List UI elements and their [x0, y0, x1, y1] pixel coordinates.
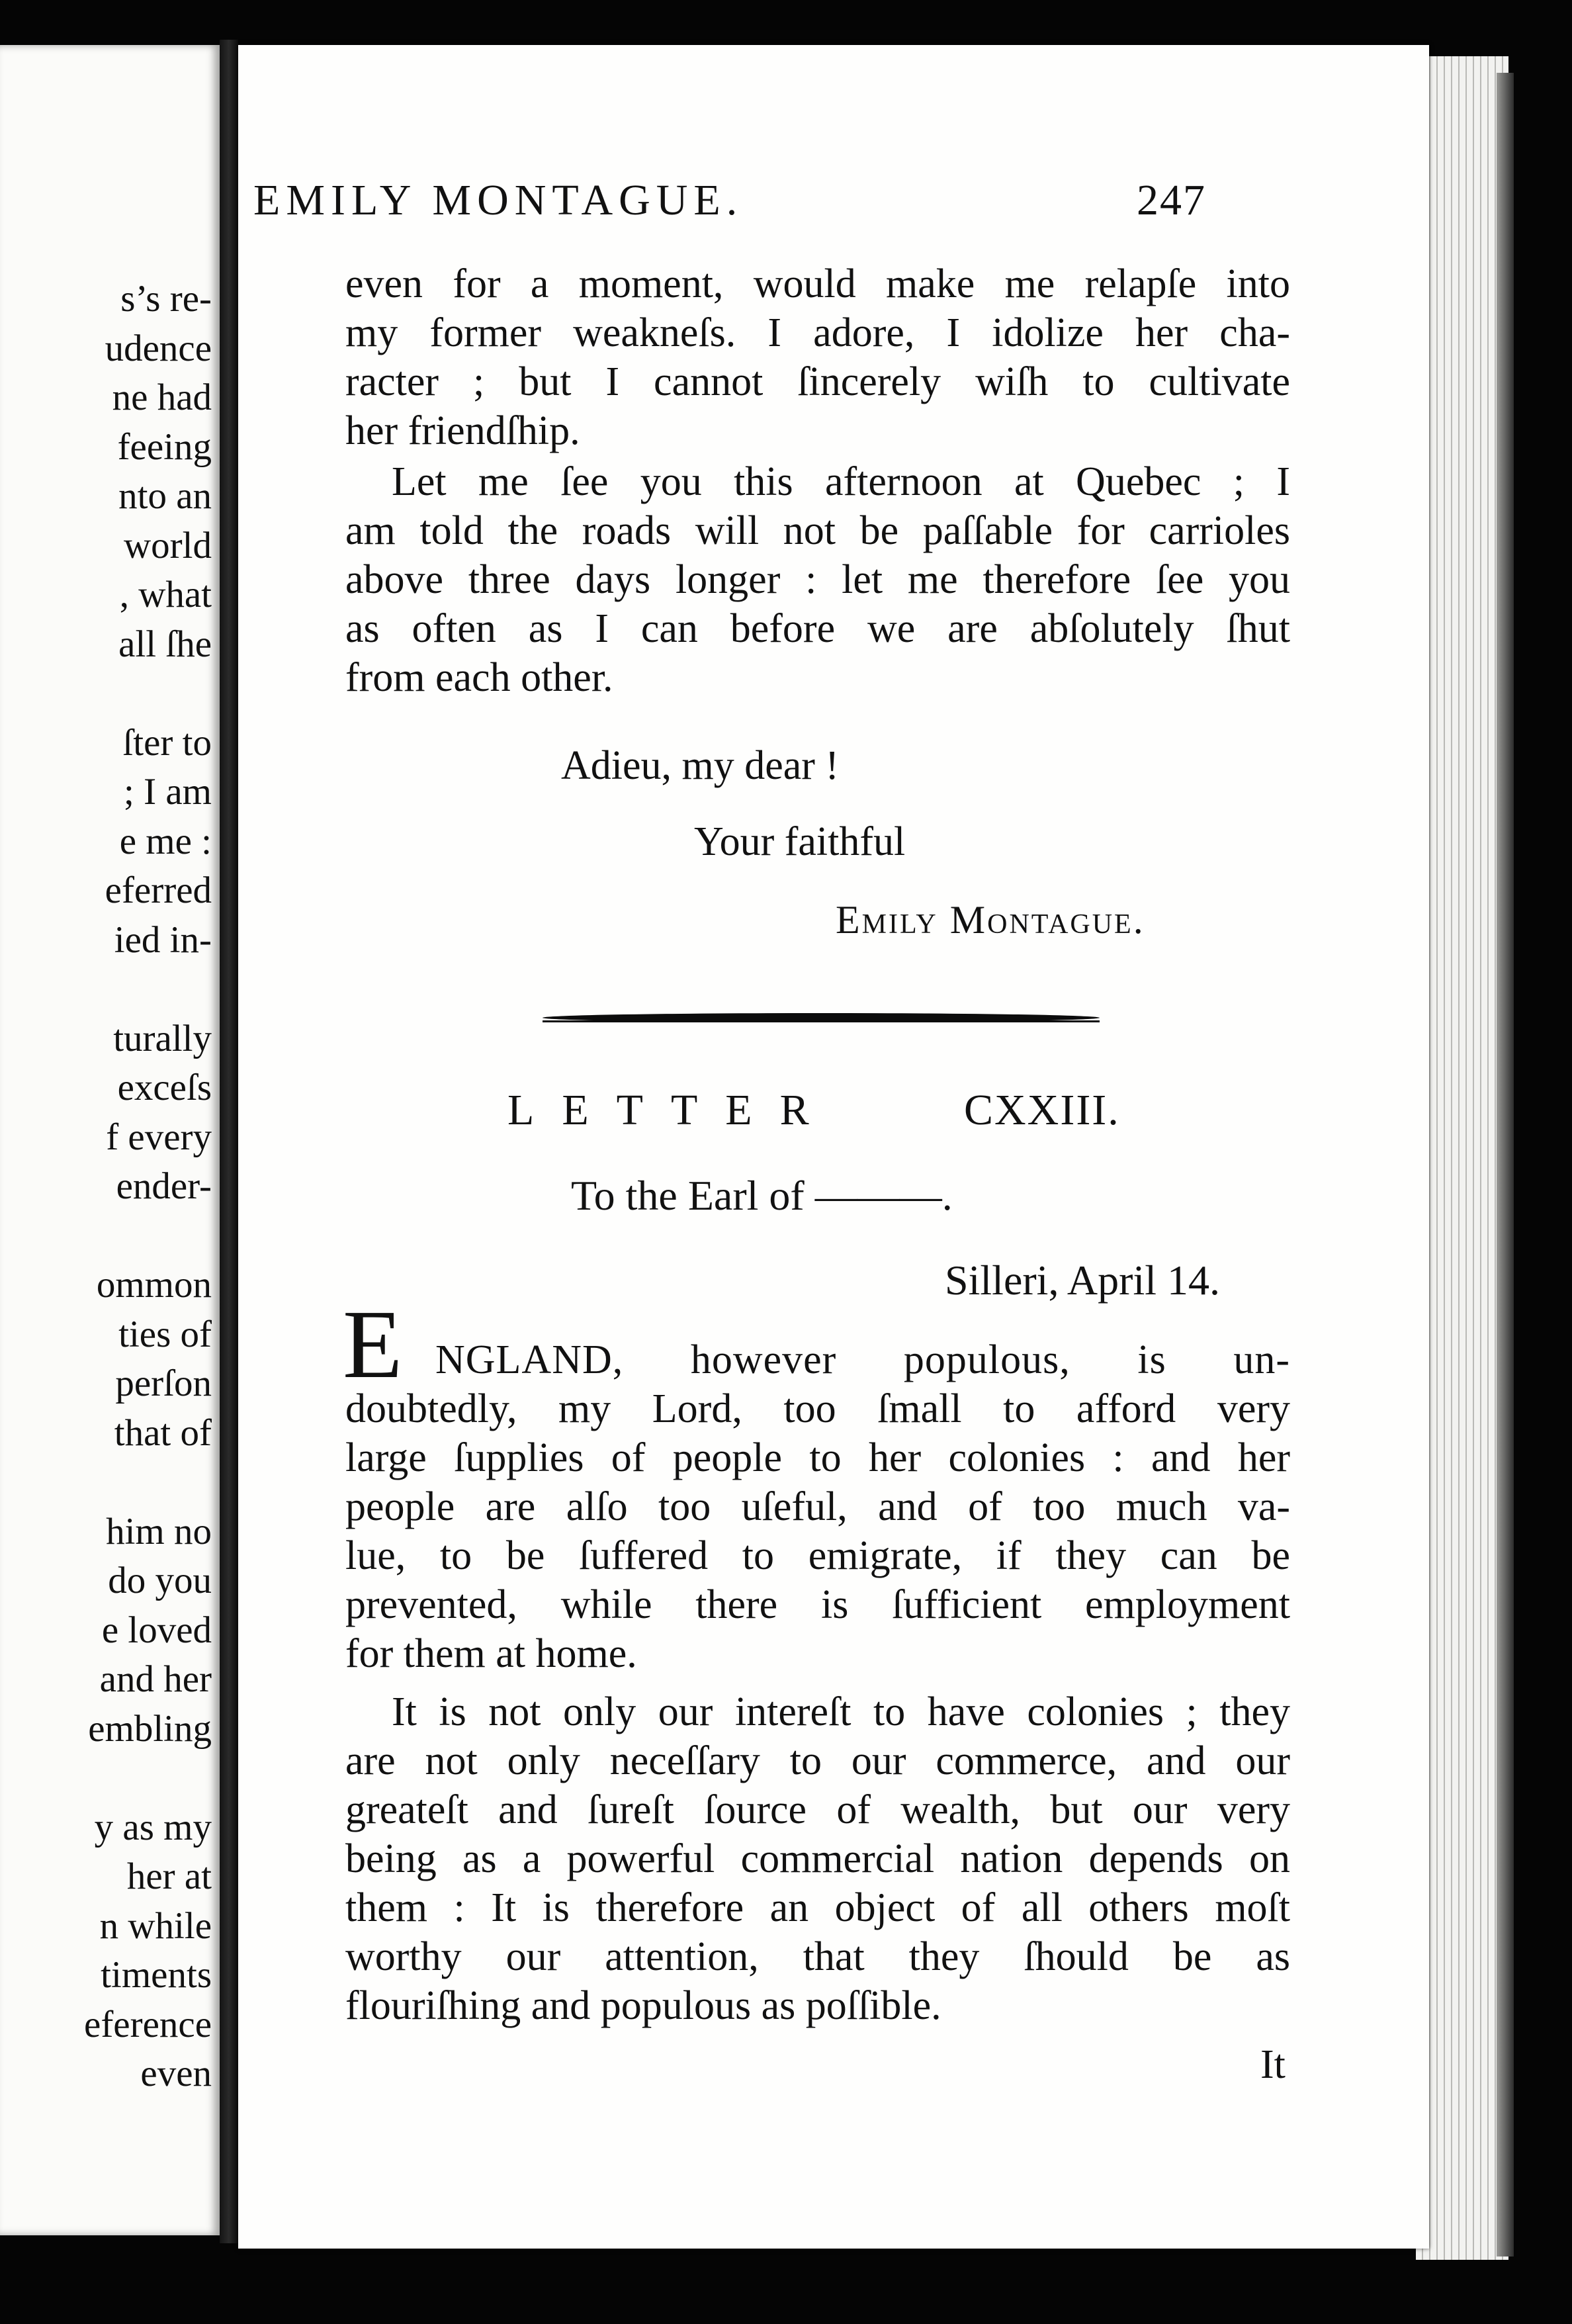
facing-page-line: her at	[126, 1855, 212, 1897]
page-edges	[1416, 56, 1508, 2260]
text-line: worthy our attention, that they ſhould be as	[345, 1934, 1290, 1979]
facing-page-line: f every	[106, 1116, 212, 1158]
book-gutter	[220, 40, 238, 2243]
facing-page-line: ties of	[118, 1313, 212, 1355]
letter-heading	[507, 1085, 1136, 1136]
facing-page-line: ne had	[112, 377, 212, 418]
text-line: her friendſhip.	[345, 408, 580, 453]
letter-heading-word: LETTER	[507, 1086, 837, 1134]
text-line: above three days longer : let me therefore ſee you	[345, 557, 1290, 602]
facing-page-line: s’s re-	[120, 278, 212, 320]
text-line: lue, to be ſuffered to emigrate, if they can be	[345, 1533, 1290, 1578]
facing-page-line: ied in-	[114, 918, 212, 961]
text-line: Let me ſee you this afternoon at Quebec ; I	[392, 459, 1290, 504]
text-line: prevented, while there is ſufficient employment	[345, 1582, 1290, 1627]
text-line: It is not only our intereſt to have colonies ; they	[392, 1689, 1290, 1734]
text-line: even for a moment, would make me relapſe into	[345, 261, 1290, 306]
facing-page	[0, 45, 220, 2235]
facing-page-line: exceſs	[117, 1067, 212, 1108]
text-line: large ſupplies of people to her colonies : and her	[345, 1435, 1290, 1480]
facing-page-line: udence	[105, 327, 212, 369]
facing-page-line: nto an	[118, 475, 212, 517]
facing-page-line: turally	[113, 1017, 212, 1059]
text-line: are not only neceſſary to our commerce, and our	[345, 1738, 1290, 1783]
text-line: racter ; but I cannot ſincerely wiſh to cultivate	[345, 359, 1290, 404]
facing-page-line: all ſhe	[118, 623, 212, 665]
catchword: It	[1260, 2042, 1286, 2087]
text-line: as often as I can before we are abſolutely ſhut	[345, 606, 1290, 651]
text-line: people are alſo too uſeful, and of too much va-	[345, 1484, 1290, 1529]
facing-page-line: ommon	[96, 1264, 212, 1306]
page-number: 247	[1137, 176, 1206, 224]
facing-page-line: even	[140, 2053, 212, 2094]
facing-page-line: timents	[101, 1954, 212, 1996]
salutation: Adieu, my dear !	[561, 743, 840, 788]
text-line: my former weakneſs. I adore, I idolize her cha-	[345, 310, 1290, 355]
text-line: doubtedly, my Lord, too ſmall to afford very	[345, 1386, 1290, 1431]
facing-page-line: eferred	[105, 870, 212, 911]
facing-page-line: that of	[114, 1411, 212, 1454]
text-line: for them at home.	[345, 1631, 637, 1676]
text-line: them : It is therefore an object of all others moſt	[345, 1885, 1290, 1930]
facing-page-line: ender-	[116, 1165, 212, 1207]
facing-page-line: eference	[84, 2003, 212, 2045]
addressee: To the Earl of ———.	[571, 1172, 953, 1219]
facing-page-line: ſter to	[122, 721, 212, 764]
facing-page-line: perſon	[115, 1363, 212, 1404]
text-line: greateſt and ſureſt ſource of wealth, but our very	[345, 1787, 1290, 1832]
facing-page-line: and her	[99, 1658, 212, 1700]
signature: Emily Montague.	[836, 898, 1145, 942]
facing-page-line: e me :	[119, 820, 212, 862]
facing-page-line: world	[124, 524, 212, 566]
facing-page-line: do you	[108, 1560, 212, 1601]
letter-number: CXXIII.	[964, 1086, 1120, 1134]
facing-page-line: n while	[99, 1904, 212, 1947]
page-edges-shadow	[1497, 73, 1514, 2257]
text-line: am told the roads will not be paſſable for carrioles	[345, 508, 1290, 553]
facing-page-line: embling	[88, 1707, 212, 1750]
facing-page-line: , what	[119, 574, 212, 615]
facing-page-line: e loved	[101, 1609, 212, 1651]
facing-page-line: y as my	[94, 1806, 212, 1848]
facing-page-line: feeing	[117, 425, 212, 468]
facing-page-line: him no	[106, 1510, 212, 1552]
drop-cap: E	[343, 1290, 403, 1399]
running-title: EMILY MONTAGUE.	[253, 176, 744, 224]
running-header	[253, 175, 1206, 242]
text-line: flouriſhing and populous as poſſible.	[345, 1983, 941, 2028]
text-line: from each other.	[345, 655, 613, 700]
valediction: Your faithful	[694, 819, 906, 864]
facing-page-line: ; I am	[124, 771, 212, 813]
text-line: being as a powerful commercial nation depends on	[345, 1836, 1290, 1881]
dateline: Silleri, April 14.	[945, 1257, 1220, 1304]
section-divider-line	[543, 1020, 1100, 1022]
text-line: NGLAND, however populous, is un-	[435, 1337, 1290, 1382]
